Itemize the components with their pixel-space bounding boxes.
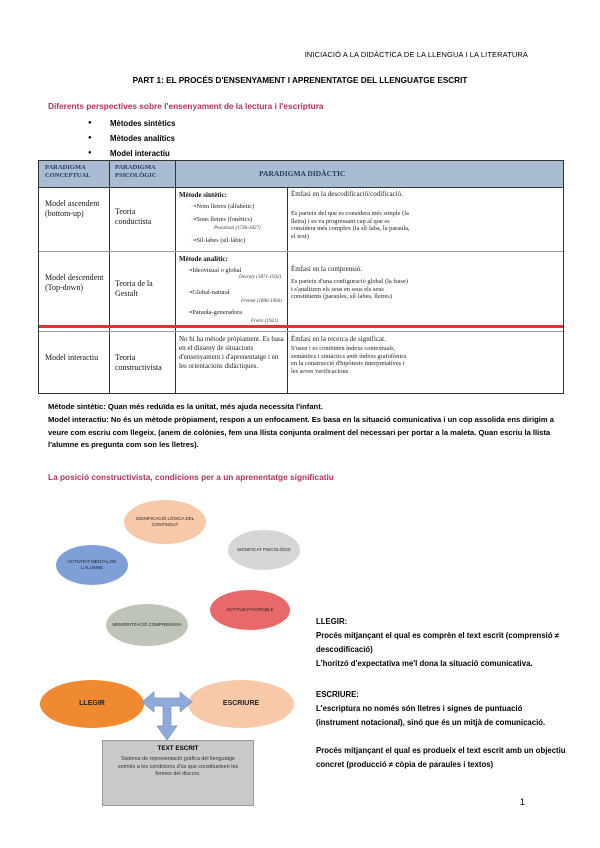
section-heading-constructivist: La posició constructivista, condicions per a un aprenentatge significatiu [48,472,334,482]
write-line-1: L'escriptura no només són lletres i signes de puntuació (instrument notacional), sinó que és un mitjà de comunicació. [316,704,546,727]
note-interactive: Model interactiu: No és un mètode pròpiament, respon a un enfocament. Es basa en la situació comunicativa i un cop assolida ens dirigim a veure com escriu com llegeix. (anem de colònies, fem una llista conjunta oralment del necessari per portar a la maleta. Quan escriu la llista l'alumne es pregunta com son les lletres). [48,415,554,449]
condition-favorable-attitude: ACTITUD FAVORABLE [210,590,290,630]
row2-author-3: Freire (1921) [251,319,278,324]
page-number: 1 [519,797,525,807]
read-ellipse: LLEGIR [40,680,144,728]
row3-model: Model interactiu [45,353,99,362]
list-item: ● Model interactiu [88,146,175,161]
box-title: TEXT ESCRIT [157,745,199,752]
list-item: ● Mètodes sintètics [88,116,175,131]
part-title: PART 1: EL PROCÉS D'ENSENYAMENT I APRENENTATGE DEL LLENGUATGE ESCRIT [132,76,468,85]
row2-item-1: ➝Ideovisual o global [187,267,242,274]
header-psychological: PARADIGMA PSICOLÒGIC [115,164,157,179]
read-line-1: Procés mitjançant el qual es comprèn el text escrit (comprensió ≠ descodificació) [316,631,560,654]
row1-method-title: Mètode sintètic: [179,191,228,199]
write-heading: ESCRIURE: [316,690,359,699]
row1-description: Es parteix del que es considera més simple (la lletra) i es va progressant cap al que es considera més complex (la síl·laba, la paraula, el text) [291,210,410,240]
header-didactic: PARADIGMA DIDÀCTIC [259,169,346,178]
write-line-2: Procés mitjançant el qual es produeix el text escrit amb un objectiu concret (producció ≠ còpia de paraules i textos) [316,746,566,769]
methods-list [88,116,175,161]
written-text-box [102,740,254,806]
row2-emphasis: Èmfasi en la comprensió. [291,265,363,273]
paradigms-table [38,160,564,394]
header-conceptual: PARADIGMA CONCEPTUAL [45,164,91,179]
row2-author-1: Decroly (1871-1932) [239,275,282,280]
row1-item-3: ➝Síl·labes (síl·làbic) [191,237,246,244]
row2-item-2: ➝Global-natural [187,289,230,296]
condition-logical-significance: SIGNIFICACIÓ LÒGICA DEL CONTINGUT [124,500,206,544]
row2-psych: Teoria de la Gestalt [115,279,153,298]
list-item: ● Mètodes analítics [88,131,175,146]
row1-author: Pestalozzi (1746-1827) [214,226,261,231]
table-header [39,161,563,188]
row1-psych: Teoria conductista [115,207,152,226]
row3-method-text: No hi ha mètode pròpiament. Es basa en el disseny de situacions d'ensenyament i d'aprenentatge i en les orientacions didàctiques. [179,335,284,370]
row2-author-2: Freinet (1896-1966) [241,299,282,304]
read-heading: LLEGIR: [316,617,348,626]
row1-emphasis: Èmfasi en la descodificació/codificació. [291,190,403,198]
row1-item-1: ➝Nom lletres (alfabètic) [191,203,255,210]
write-ellipse: ESCRIURE [188,680,294,728]
row3-description: S'usen i es combinen índexs contextuals, semàntics i sintàctics amb índexs grafofònics en la construcció d'hipòtesis interpretatives i les seves verificacions [291,345,407,375]
read-line-2: L'horitzó d'expectativa me'l dona la situació comunicativa. [316,659,533,668]
section-heading-perspectives: Diferents perspectives sobre l'ensenyament de la lectura i l'escriptura [48,101,324,111]
condition-psychological-meaning: SIGNIFICAT PSICOLÒGIC [228,530,300,570]
condition-comprehensive-memorization: MEMORITZACIÓ COMPRENSIVA [106,604,188,646]
row1-model: Model ascendent (bottom-up) [45,199,100,218]
row2-method-title: Mètode analític: [179,255,228,263]
box-text: Sistema de representació gràfica del llenguatge sotmès a les condicions d'ús que constitueixen les formes del discurs. [117,756,239,777]
row1-item-2: ➝Sons lletres (fonètics) [191,216,253,223]
row2-description: Es parteix d'una configuració global (la frase) i s'analitzen els seus en seus els seus constituents (paraules, síl·labes, lletres) [291,278,408,301]
row3-psych: Teoria constructivista [115,353,162,372]
condition-mental-activity: ACTIVITAT MENTAL DE L'ALUMNE [56,545,128,585]
row2-model: Model descendent (Top-down) [45,273,104,292]
row3-emphasis: Èmfasi en la recerca de significat. [291,335,386,343]
note-synthetic: Mètode sintètic: Quan més reduïda es la unitat, més ajuda necessita l'infant. [48,402,323,411]
running-header: INICIACIÓ A LA DIDÀCTICA DE LA LLENGUA I LA LITERATURA [304,50,528,59]
double-arrow-icon [140,684,194,744]
row2-item-3: ➝Paraula-generadora [187,309,243,316]
